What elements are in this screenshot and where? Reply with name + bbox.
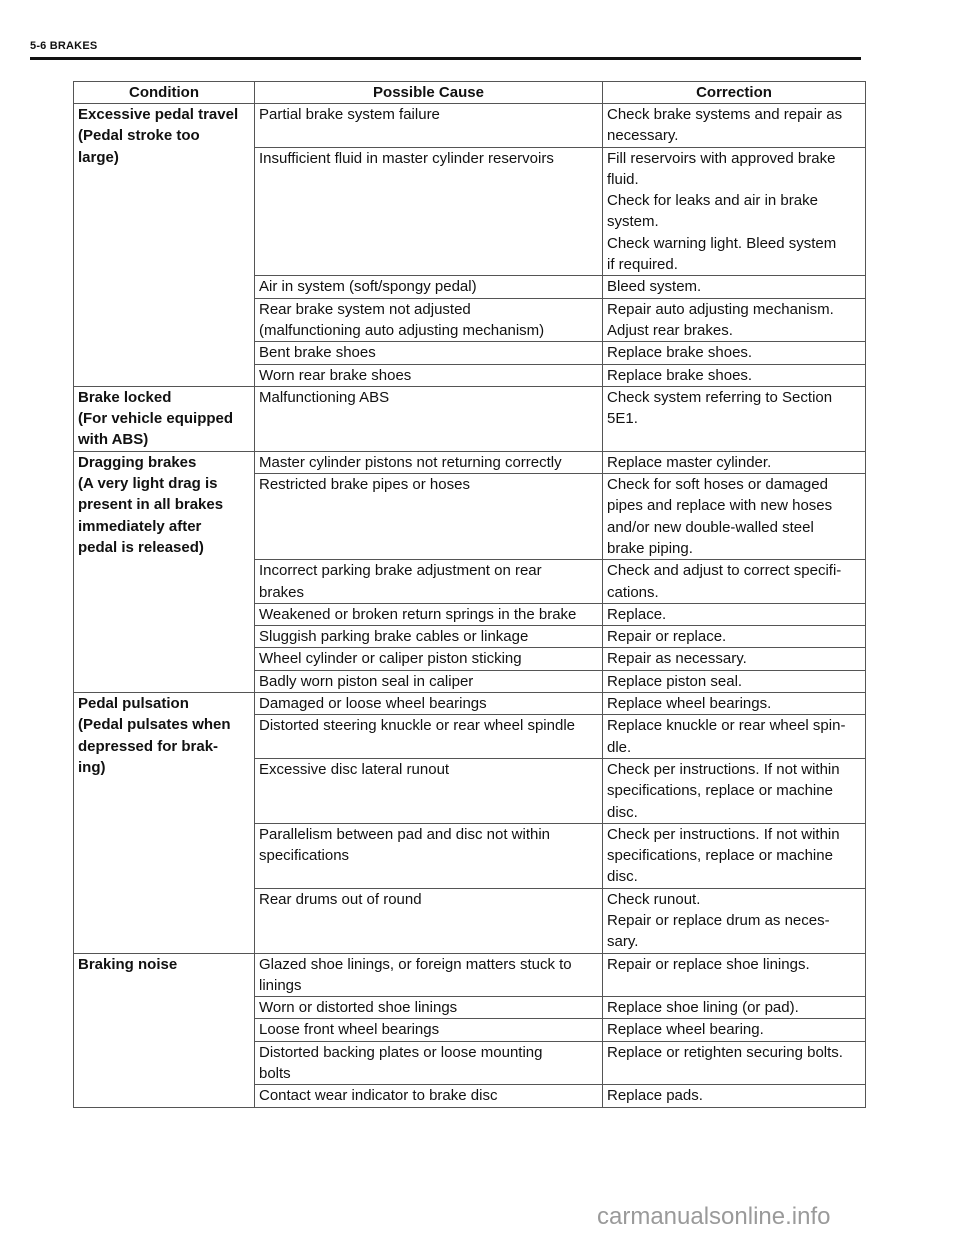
- column-header-condition: Condition: [74, 82, 255, 104]
- correction-cell: Replace wheel bearing.: [603, 1019, 866, 1041]
- table-row: [74, 104, 866, 148]
- watermark: carmanualsonline.info: [597, 1203, 831, 1230]
- correction-cell: Check system referring to Section 5E1.: [603, 386, 866, 451]
- possible-cause-cell: Contact wear indicator to brake disc: [255, 1085, 603, 1107]
- correction-cell: Repair or replace shoe linings.: [603, 953, 866, 997]
- page-header: 5-6 BRAKES: [30, 40, 98, 52]
- possible-cause-cell: Restricted brake pipes or hoses: [255, 474, 603, 560]
- correction-cell: Repair auto adjusting mechanism. Adjust rear brakes.: [603, 298, 866, 342]
- possible-cause-cell: Malfunctioning ABS: [255, 386, 603, 451]
- correction-cell: Check brake systems and repair as necessary.: [603, 104, 866, 148]
- possible-cause-cell: Loose front wheel bearings: [255, 1019, 603, 1041]
- correction-cell: Check per instructions. If not within specifications, replace or machine disc.: [603, 758, 866, 823]
- possible-cause-cell: Air in system (soft/spongy pedal): [255, 276, 603, 298]
- correction-cell: Replace brake shoes.: [603, 364, 866, 386]
- condition-cell: Pedal pulsation (Pedal pulsates when depressed for brak- ing): [74, 693, 255, 954]
- correction-cell: Check per instructions. If not within specifications, replace or machine disc.: [603, 823, 866, 888]
- table-row: [74, 451, 866, 473]
- possible-cause-cell: Parallelism between pad and disc not within specifications: [255, 823, 603, 888]
- column-header-possible-cause: Possible Cause: [255, 82, 603, 104]
- correction-cell: Check for soft hoses or damaged pipes and replace with new hoses and/or new double-walled steel brake piping.: [603, 474, 866, 560]
- table-header-row: [74, 82, 866, 104]
- possible-cause-cell: Master cylinder pistons not returning correctly: [255, 451, 603, 473]
- correction-cell: Repair or replace.: [603, 626, 866, 648]
- table-row: [74, 693, 866, 715]
- correction-cell: Repair as necessary.: [603, 648, 866, 670]
- header-rule: [30, 57, 861, 60]
- correction-cell: Replace.: [603, 603, 866, 625]
- possible-cause-cell: Worn or distorted shoe linings: [255, 997, 603, 1019]
- table-row: [74, 953, 866, 997]
- possible-cause-cell: Worn rear brake shoes: [255, 364, 603, 386]
- correction-cell: Replace shoe lining (or pad).: [603, 997, 866, 1019]
- possible-cause-cell: Glazed shoe linings, or foreign matters stuck to linings: [255, 953, 603, 997]
- correction-cell: Fill reservoirs with approved brake fluid. Check for leaks and air in brake system. Check warning light. Bleed system if required.: [603, 147, 866, 276]
- table-body: [74, 104, 866, 1108]
- possible-cause-cell: Bent brake shoes: [255, 342, 603, 364]
- correction-cell: Replace wheel bearings.: [603, 693, 866, 715]
- possible-cause-cell: Rear brake system not adjusted (malfunctioning auto adjusting mechanism): [255, 298, 603, 342]
- correction-cell: Replace master cylinder.: [603, 451, 866, 473]
- possible-cause-cell: Badly worn piston seal in caliper: [255, 670, 603, 692]
- correction-cell: Bleed system.: [603, 276, 866, 298]
- possible-cause-cell: Insufficient fluid in master cylinder reservoirs: [255, 147, 603, 276]
- correction-cell: Replace knuckle or rear wheel spin- dle.: [603, 715, 866, 759]
- possible-cause-cell: Partial brake system failure: [255, 104, 603, 148]
- condition-cell: Braking noise: [74, 953, 255, 1107]
- correction-cell: Check and adjust to correct specifi- cations.: [603, 560, 866, 604]
- possible-cause-cell: Weakened or broken return springs in the brake: [255, 603, 603, 625]
- possible-cause-cell: Excessive disc lateral runout: [255, 758, 603, 823]
- possible-cause-cell: Distorted backing plates or loose mounting bolts: [255, 1041, 603, 1085]
- possible-cause-cell: Incorrect parking brake adjustment on rear brakes: [255, 560, 603, 604]
- possible-cause-cell: Sluggish parking brake cables or linkage: [255, 626, 603, 648]
- condition-cell: Brake locked (For vehicle equipped with ABS): [74, 386, 255, 451]
- troubleshooting-table: [73, 81, 866, 1108]
- possible-cause-cell: Wheel cylinder or caliper piston sticking: [255, 648, 603, 670]
- correction-cell: Replace pads.: [603, 1085, 866, 1107]
- condition-cell: Excessive pedal travel (Pedal stroke too large): [74, 104, 255, 387]
- possible-cause-cell: Distorted steering knuckle or rear wheel spindle: [255, 715, 603, 759]
- possible-cause-cell: Damaged or loose wheel bearings: [255, 693, 603, 715]
- condition-cell: Dragging brakes (A very light drag is present in all brakes immediately after pedal is released): [74, 451, 255, 692]
- possible-cause-cell: Rear drums out of round: [255, 888, 603, 953]
- table-row: [74, 386, 866, 451]
- column-header-correction: Correction: [603, 82, 866, 104]
- correction-cell: Replace piston seal.: [603, 670, 866, 692]
- correction-cell: Replace brake shoes.: [603, 342, 866, 364]
- correction-cell: Check runout. Repair or replace drum as neces- sary.: [603, 888, 866, 953]
- correction-cell: Replace or retighten securing bolts.: [603, 1041, 866, 1085]
